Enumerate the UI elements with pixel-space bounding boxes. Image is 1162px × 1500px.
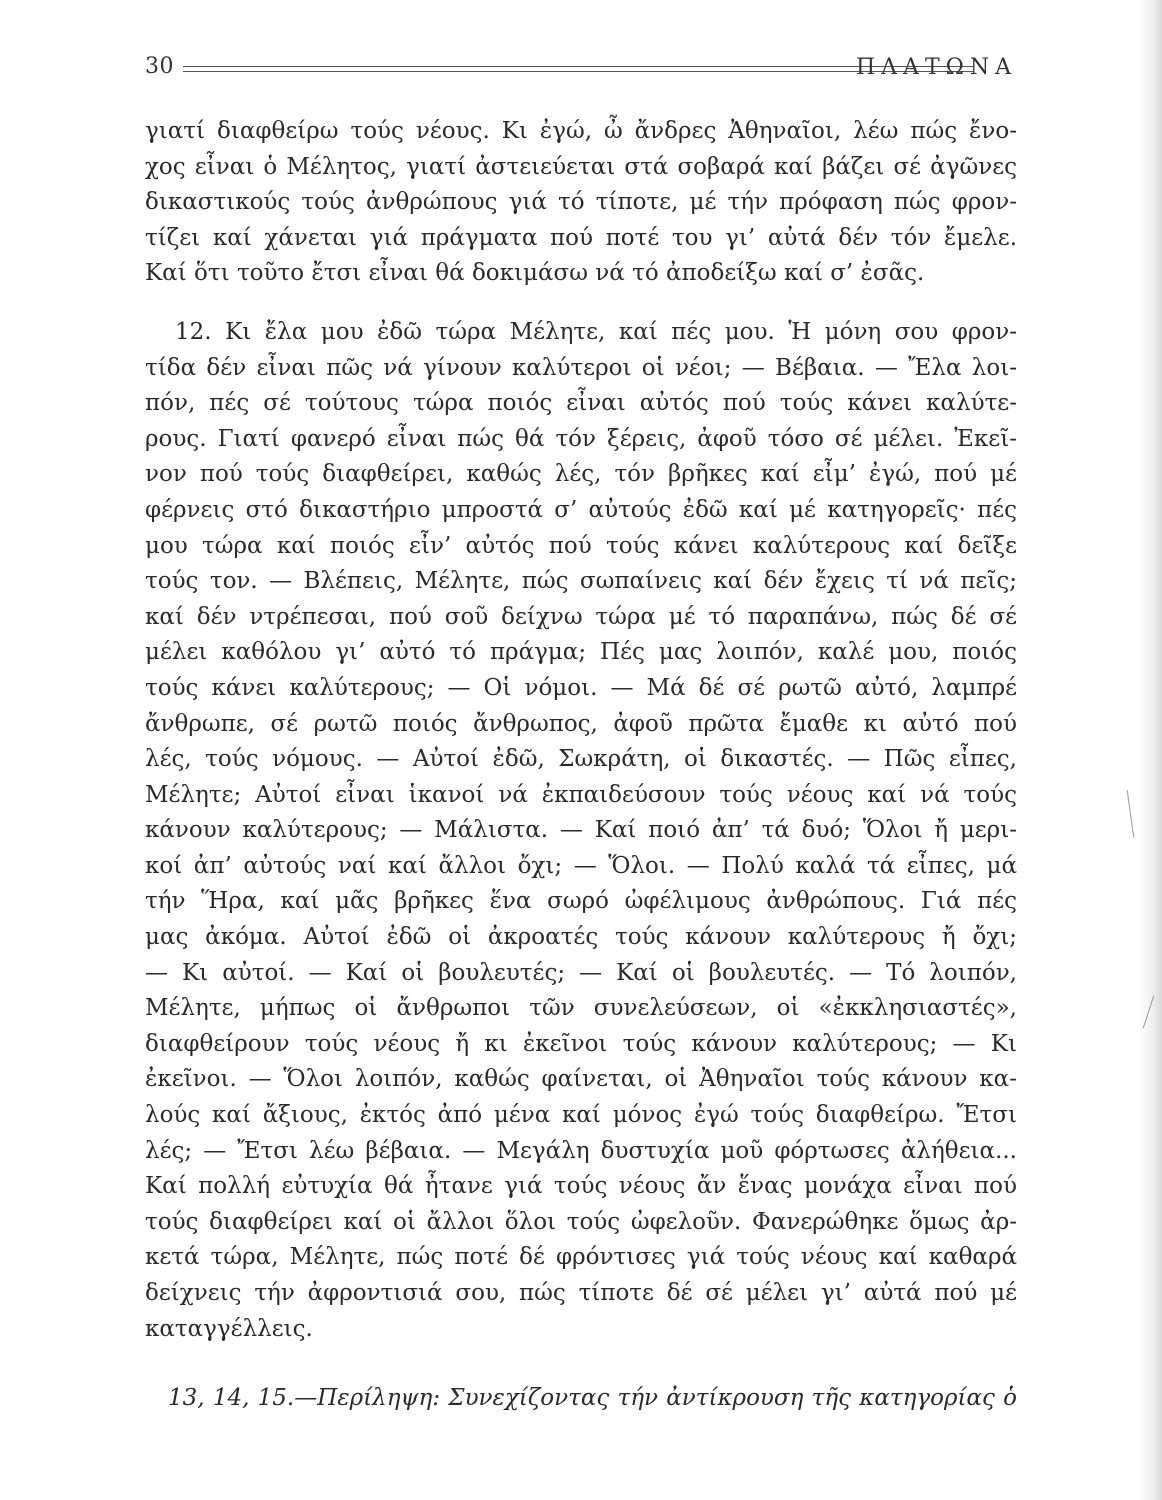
text-line: γιατί διαφθείρω τούς νέους. Κι ἐγώ, ὦ ἄνδρες Ἀθηναῖοι, λέω πώς ἔνο- — [145, 118, 1017, 144]
text-line: δείχνεις τήν ἀφροντισιά σου, πώς τίποτε δέ σέ μέλει γι’ αὐτά πού μέ — [145, 1280, 1017, 1306]
text-line: διαφθείρουν τούς νέους ἤ κι ἐκεῖνοι τούς κάνουν καλύτερους; — Κι — [145, 1030, 1017, 1057]
text-line: κοί ἀπ’ αὐτούς ναί καί ἄλλοι ὄχι; — Ὅλοι. — Πολύ καλά τά εἶπες, μά — [145, 852, 1017, 879]
text-line: τούς κάνει καλύτερους; — Οἱ νόμοι. — Μά δέ σέ ρωτῶ αὐτό, λαμπρέ — [145, 674, 1017, 701]
text-line: μέλει καθόλου γι’ αὐτό τό πράγμα; Πές μας λοιπόν, καλέ μου, ποιός — [145, 639, 1017, 666]
section-summary: 13, 14, 15.—Περίληψη: Συνεχίζοντας τήν ἀντίκρουση τῆς κατηγορίας ὁ — [168, 1385, 1017, 1411]
text-line: ἄνθρωπε, σέ ρωτῶ ποιός ἄνθρωπος, ἀφοῦ πρῶτα ἔμαθε κι αὐτό πού — [145, 710, 1017, 737]
text-line: ρους. Γιατί φανερό εἶναι πώς θά τόν ξέρεις, ἀφοῦ τόσο σέ μέλει. Ἐκεῖ- — [145, 425, 1017, 452]
text-line: τίζει καί χάνεται γιά πράγματα πού ποτέ του γι’ αὐτά δέν τόν ἔμελε. — [145, 224, 1017, 251]
text-line: λούς καί ἄξιους, ἐκτός ἀπό μένα καί μόνος ἐγώ τούς διαφθείρω. Ἔτσι — [145, 1102, 1017, 1129]
text-line: πόν, πές σέ τούτους τώρα ποιός εἶναι αὐτός πού τούς κάνει καλύτε- — [145, 390, 1017, 417]
text-line: Καί πολλή εὐτυχία θά ἦτανε γιά τούς νέους ἄν ἕνας μονάχα εἶναι πού — [145, 1173, 1017, 1200]
text-line: — Κι αὐτοί. — Καί οἱ βουλευτές; — Καί οἱ βουλευτές. — Τό λοιπόν, — [145, 959, 1017, 986]
page-header — [145, 52, 1017, 88]
text-line: φέρνεις στό δικαστήριο μπροστά σ’ αὐτούς ἐδῶ καί μέ κατηγορεῖς· πές — [145, 496, 1017, 523]
paragraph-2 — [145, 315, 1017, 1347]
text-line: Μέλητε, μήπως οἱ ἄνθρωποι τῶν συνελεύσεων, οἱ «ἐκκλησιαστές», — [145, 995, 1017, 1022]
text-line: λές; — Ἔτσι λέω βέβαια. — Μεγάλη δυστυχία μοῦ φόρτωσες ἀλήθεια... — [145, 1137, 1017, 1164]
text-line: καί δέν ντρέπεσαι, πού σοῦ δείχνω τώρα μέ τό παραπάνω, πώς δέ σέ — [145, 603, 1017, 630]
text-line: δικαστικούς τούς ἀνθρώπους γιά τό τίποτε, μέ τήν πρόφαση πώς φρον- — [145, 189, 1017, 216]
scan-mark — [1127, 790, 1135, 838]
paragraph-1 — [145, 114, 1017, 292]
body-text — [145, 114, 1017, 1347]
text-line: τούς τον. — Βλέπεις, Μέλητε, πώς σωπαίνεις καί δέν ἔχεις τί νά πεῖς; — [145, 568, 1017, 595]
text-line: μας ἀκόμα. Αὐτοί ἐδῶ οἱ ἀκροατές τούς κάνουν καλύτερους ἤ ὄχι; — [145, 924, 1017, 951]
header-rule — [183, 66, 973, 72]
text-line: τούς διαφθείρει καί οἱ ἄλλοι ὅλοι τούς ὠφελοῦν. Φανερώθηκε ὅμως ἀρ- — [145, 1208, 1017, 1235]
running-title: ΠΛΑΤΩΝΑ — [855, 55, 1017, 80]
text-line: κετά τώρα, Μέλητε, πώς ποτέ δέ φρόντισες γιά τούς νέους καί καθαρά — [145, 1244, 1017, 1271]
page-edge-shadow — [1138, 0, 1162, 1500]
paragraph-gap — [145, 292, 1017, 315]
text-line: ἐκεῖνοι. — Ὅλοι λοιπόν, καθώς φαίνεται, οἱ Ἀθηναῖοι τούς κάνουν κα- — [145, 1066, 1017, 1093]
text-line: χος εἶναι ὁ Μέλητος, γιατί ἀστειεύεται στά σοβαρά καί βάζει σέ ἀγῶνες — [145, 153, 1017, 180]
text-line: Μέλητε; Αὐτοί εἶναι ἱκανοί νά ἐκπαιδεύσουν τούς νέους καί νά τούς — [145, 781, 1017, 808]
text-line: μου τώρα καί ποιός εἶν’ αὐτός πού τούς κάνει καλύτερους καί δεῖξε — [145, 532, 1017, 559]
text-line: καταγγέλλεις. — [145, 1315, 313, 1342]
text-line: Καί ὅτι τοῦτο ἔτσι εἶναι θά δοκιμάσω νά τό ἀποδείξω καί σ’ ἐσᾶς. — [145, 260, 925, 287]
text-line: κάνουν καλύτερους; — Μάλιστα. — Καί ποιό ἀπ’ τά δυό; Ὅλοι ἤ μερι- — [145, 817, 1017, 844]
text-line: λές, τούς νόμους. — Αὐτοί ἐδῶ, Σωκράτη, οἱ δικαστές. — Πῶς εἶπες, — [145, 746, 1017, 773]
page-number: 30 — [145, 54, 174, 79]
text-line: 12. Κι ἔλα μου ἐδῶ τώρα Μέλητε, καί πές μου. Ἡ μόνη σου φρον- — [175, 318, 1017, 345]
text-line: τήν Ἥρα, καί μᾶς βρῆκες ἕνα σωρό ὠφέλιμους ἀνθρώπους. Γιά πές — [145, 888, 1017, 915]
text-line: νον πού τούς διαφθείρει, καθώς λές, τόν βρῆκες καί εἶμ’ ἐγώ, πού μέ — [145, 461, 1017, 488]
text-line: τίδα δέν εἶναι πῶς νά γίνουν καλύτεροι οἱ νέοι; — Βέβαια. — Ἔλα λοι- — [145, 354, 1017, 381]
